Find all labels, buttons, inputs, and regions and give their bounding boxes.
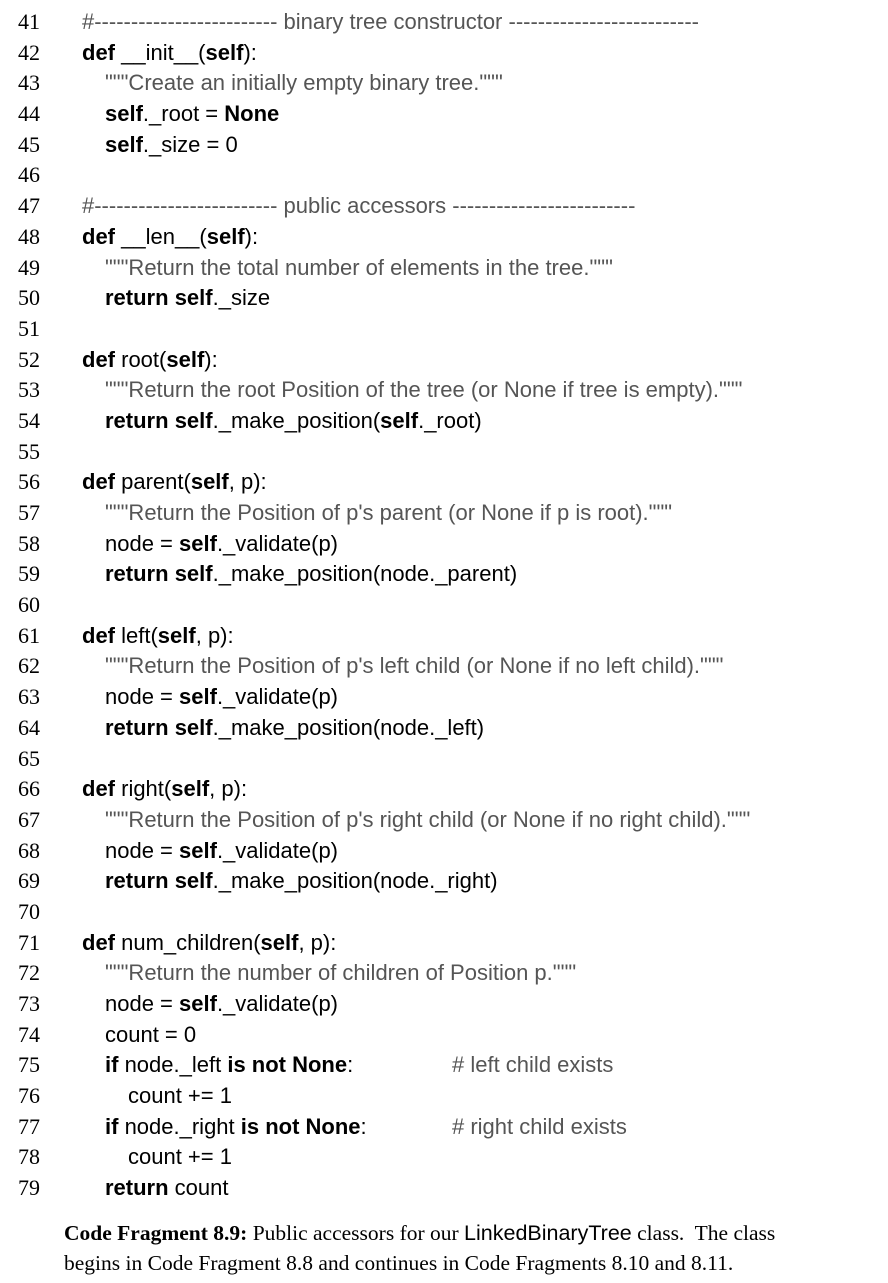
code-keyword: self xyxy=(166,346,205,372)
code-comment: """Return the Position of p's parent (or None if p is root).""" xyxy=(105,500,673,525)
code-token: node = xyxy=(105,991,180,1016)
line-number: 57 xyxy=(18,500,40,525)
code-keyword: is not None xyxy=(227,1052,348,1078)
code-keyword: def xyxy=(82,622,115,648)
code-token: : xyxy=(360,1113,367,1139)
code-keyword: self xyxy=(190,469,229,495)
inline-comment: # left child exists xyxy=(452,1052,614,1078)
line-number: 75 xyxy=(18,1052,40,1078)
code-line xyxy=(0,958,888,989)
code-keyword: def xyxy=(82,39,115,65)
code-keyword: return xyxy=(105,868,169,894)
caption-label: Code Fragment 8.9: xyxy=(64,1221,248,1245)
line-number: 53 xyxy=(18,377,40,403)
code-token: count = 0 xyxy=(105,1021,197,1047)
code-token: ._validate(p) xyxy=(216,530,339,556)
code-token: count += 1 xyxy=(128,1083,232,1109)
code-token: ._size = 0 xyxy=(142,131,238,157)
code-token: ._make_position(node._left) xyxy=(212,714,485,740)
code-line xyxy=(0,345,888,376)
code-keyword: self xyxy=(380,407,419,433)
code-token: ._make_position( xyxy=(212,407,381,433)
code-token: , p): xyxy=(209,776,248,802)
code-comment: """Return the Position of p's right child (or None if no right child).""" xyxy=(105,806,751,832)
line-number: 60 xyxy=(18,592,40,618)
code-text xyxy=(105,1050,353,1081)
code-keyword: self xyxy=(174,868,213,894)
line-number: 48 xyxy=(18,223,40,249)
code-keyword: self xyxy=(179,684,217,710)
code-keyword: def xyxy=(82,469,115,495)
line-number: 52 xyxy=(18,346,40,372)
code-keyword: return xyxy=(105,561,169,587)
code-token: node._left xyxy=(118,1052,228,1078)
code-comment: """Return the Position of p's left child (or None if no left child).""" xyxy=(105,653,724,679)
line-number: 68 xyxy=(18,837,40,863)
code-text xyxy=(105,283,270,314)
line-number: 56 xyxy=(18,469,40,495)
line-number: 66 xyxy=(18,776,40,802)
code-token: ._root = xyxy=(142,101,225,127)
code-comment: """Create an initially empty binary tree.""" xyxy=(105,70,503,96)
code-listing xyxy=(0,7,888,1204)
code-comment: #------------------------- public accessors ------------------------- xyxy=(82,193,636,219)
line-number: 43 xyxy=(18,70,40,96)
code-text xyxy=(105,99,279,130)
code-keyword: self xyxy=(174,285,213,311)
line-number: 54 xyxy=(18,407,40,433)
code-line xyxy=(0,713,888,744)
code-line xyxy=(0,774,888,805)
code-line xyxy=(0,1020,888,1051)
code-keyword: def xyxy=(82,776,115,802)
code-text xyxy=(82,345,218,376)
code-line xyxy=(0,191,888,222)
code-line xyxy=(0,437,888,468)
code-text xyxy=(82,222,258,253)
line-number: 61 xyxy=(18,622,40,648)
code-line xyxy=(0,1142,888,1173)
code-token: num_children( xyxy=(115,929,261,955)
caption-text-after: class. The class xyxy=(631,1221,776,1245)
code-line xyxy=(0,1081,888,1112)
code-keyword: self xyxy=(174,561,213,587)
code-token: ._root) xyxy=(418,407,482,433)
code-line xyxy=(0,498,888,529)
code-keyword: if xyxy=(105,1113,119,1139)
line-number: 58 xyxy=(18,530,40,556)
code-keyword: self xyxy=(174,407,213,433)
code-text xyxy=(105,559,517,590)
code-token: left( xyxy=(115,622,158,648)
code-line xyxy=(0,130,888,161)
line-number: 47 xyxy=(18,193,40,219)
line-number: 50 xyxy=(18,285,40,311)
line-number: 46 xyxy=(18,162,40,188)
code-token: ): xyxy=(204,346,218,372)
code-text xyxy=(82,774,247,805)
code-text xyxy=(105,1173,229,1204)
code-text xyxy=(105,682,338,713)
code-keyword: self xyxy=(105,101,143,127)
code-text xyxy=(105,713,484,744)
code-keyword: None xyxy=(224,101,280,127)
code-text xyxy=(105,498,672,529)
code-text xyxy=(105,866,498,897)
code-text xyxy=(105,805,750,836)
line-number: 73 xyxy=(18,991,40,1016)
code-comment: """Return the total number of elements in the tree.""" xyxy=(105,254,613,280)
code-token: node = xyxy=(105,530,180,556)
line-number: 79 xyxy=(18,1175,40,1201)
code-keyword: self xyxy=(179,991,217,1016)
line-number: 67 xyxy=(18,806,40,832)
code-line xyxy=(0,866,888,897)
line-number: 76 xyxy=(18,1083,40,1109)
code-token: node = xyxy=(105,684,180,710)
code-keyword: self xyxy=(174,714,213,740)
code-line xyxy=(0,1112,888,1143)
line-number: 51 xyxy=(18,315,40,341)
code-token: ._validate(p) xyxy=(216,991,339,1016)
code-token: ._validate(p) xyxy=(216,837,339,863)
code-line xyxy=(0,38,888,69)
code-keyword: if xyxy=(105,1052,119,1078)
code-text xyxy=(82,928,336,959)
code-text xyxy=(82,38,257,69)
line-number: 49 xyxy=(18,254,40,280)
code-token: root( xyxy=(115,346,167,372)
code-text xyxy=(105,529,338,560)
line-number: 42 xyxy=(18,39,40,65)
code-token: ): xyxy=(243,39,257,65)
line-number: 41 xyxy=(18,9,40,34)
code-keyword: self xyxy=(179,837,217,863)
code-keyword: self xyxy=(260,929,299,955)
code-text xyxy=(105,253,613,284)
code-line xyxy=(0,928,888,959)
code-line xyxy=(0,682,888,713)
code-keyword: self xyxy=(206,223,245,249)
code-text xyxy=(82,621,234,652)
code-keyword: def xyxy=(82,346,115,372)
line-number: 44 xyxy=(18,101,40,127)
code-text xyxy=(105,1112,367,1143)
code-keyword: def xyxy=(82,929,115,955)
code-token: node._right xyxy=(118,1113,241,1139)
line-number: 70 xyxy=(18,898,40,924)
code-line xyxy=(0,7,888,38)
line-number: 78 xyxy=(18,1144,40,1170)
code-text xyxy=(82,191,635,222)
code-token: , p): xyxy=(298,929,337,955)
code-text xyxy=(105,989,338,1020)
code-line xyxy=(0,99,888,130)
code-text xyxy=(105,375,742,406)
code-text xyxy=(128,1081,232,1112)
code-line xyxy=(0,590,888,621)
code-text xyxy=(105,836,338,867)
inline-comment: # right child exists xyxy=(452,1113,627,1139)
code-line xyxy=(0,897,888,928)
code-text xyxy=(105,958,576,989)
line-number: 71 xyxy=(18,929,40,955)
code-line xyxy=(0,744,888,775)
line-number: 77 xyxy=(18,1113,40,1139)
code-line xyxy=(0,1173,888,1204)
code-token: ._make_position(node._right) xyxy=(212,868,498,894)
line-number: 59 xyxy=(18,561,40,587)
line-number: 63 xyxy=(18,684,40,710)
code-caption xyxy=(64,1218,888,1278)
code-line xyxy=(0,651,888,682)
code-text xyxy=(128,1142,232,1173)
line-number: 45 xyxy=(18,131,40,157)
code-token: __init__( xyxy=(115,39,206,65)
line-number: 62 xyxy=(18,653,40,679)
code-keyword: self xyxy=(205,39,244,65)
code-keyword: self xyxy=(171,776,210,802)
caption-class-name: LinkedBinaryTree xyxy=(464,1221,632,1245)
code-token: count += 1 xyxy=(128,1144,232,1170)
code-text xyxy=(105,406,482,437)
code-keyword: return xyxy=(105,714,169,740)
code-comment: """Return the number of children of Position p.""" xyxy=(105,960,577,986)
code-text xyxy=(105,1020,196,1051)
code-token: , p): xyxy=(228,469,267,495)
code-text xyxy=(105,651,723,682)
line-number: 65 xyxy=(18,745,40,771)
code-line xyxy=(0,989,888,1020)
code-line xyxy=(0,467,888,498)
code-text xyxy=(82,7,699,38)
code-line xyxy=(0,375,888,406)
line-number: 69 xyxy=(18,868,40,894)
code-line xyxy=(0,68,888,99)
line-number: 72 xyxy=(18,960,40,986)
code-line xyxy=(0,160,888,191)
line-number: 64 xyxy=(18,714,40,740)
caption-line-2: begins in Code Fragment 8.8 and continues in Code Fragments 8.10 and 8.11. xyxy=(64,1251,734,1275)
code-token: count xyxy=(168,1175,229,1201)
code-token: ._size xyxy=(212,285,271,311)
code-keyword: self xyxy=(179,530,217,556)
code-token: ): xyxy=(244,223,259,249)
code-token: parent( xyxy=(115,469,191,495)
code-line xyxy=(0,805,888,836)
code-line xyxy=(0,406,888,437)
code-keyword: return xyxy=(105,1175,169,1201)
code-text xyxy=(105,130,238,161)
code-line xyxy=(0,836,888,867)
code-comment: """Return the root Position of the tree (or None if tree is empty).""" xyxy=(105,377,743,403)
code-keyword: self xyxy=(157,622,196,648)
code-comment: #------------------------- binary tree constructor -------------------------- xyxy=(82,9,699,34)
code-line xyxy=(0,1050,888,1081)
code-line xyxy=(0,253,888,284)
line-number: 74 xyxy=(18,1021,40,1047)
code-token: node = xyxy=(105,837,180,863)
caption-text-before: Public accessors for our xyxy=(247,1221,465,1245)
code-token: __len__( xyxy=(115,223,207,249)
code-line xyxy=(0,529,888,560)
code-line xyxy=(0,222,888,253)
code-token: ._make_position(node._parent) xyxy=(212,561,518,587)
code-keyword: return xyxy=(105,285,169,311)
line-number: 55 xyxy=(18,438,40,464)
code-keyword: self xyxy=(105,131,143,157)
code-text xyxy=(82,467,267,498)
code-token: : xyxy=(347,1052,354,1078)
code-line xyxy=(0,559,888,590)
code-line xyxy=(0,283,888,314)
code-line xyxy=(0,621,888,652)
code-keyword: return xyxy=(105,407,169,433)
code-line xyxy=(0,314,888,345)
code-token: ._validate(p) xyxy=(216,684,339,710)
code-keyword: def xyxy=(82,223,115,249)
code-token: , p): xyxy=(195,622,234,648)
code-keyword: is not None xyxy=(240,1113,361,1139)
code-token: right( xyxy=(115,776,172,802)
code-text xyxy=(105,68,503,99)
